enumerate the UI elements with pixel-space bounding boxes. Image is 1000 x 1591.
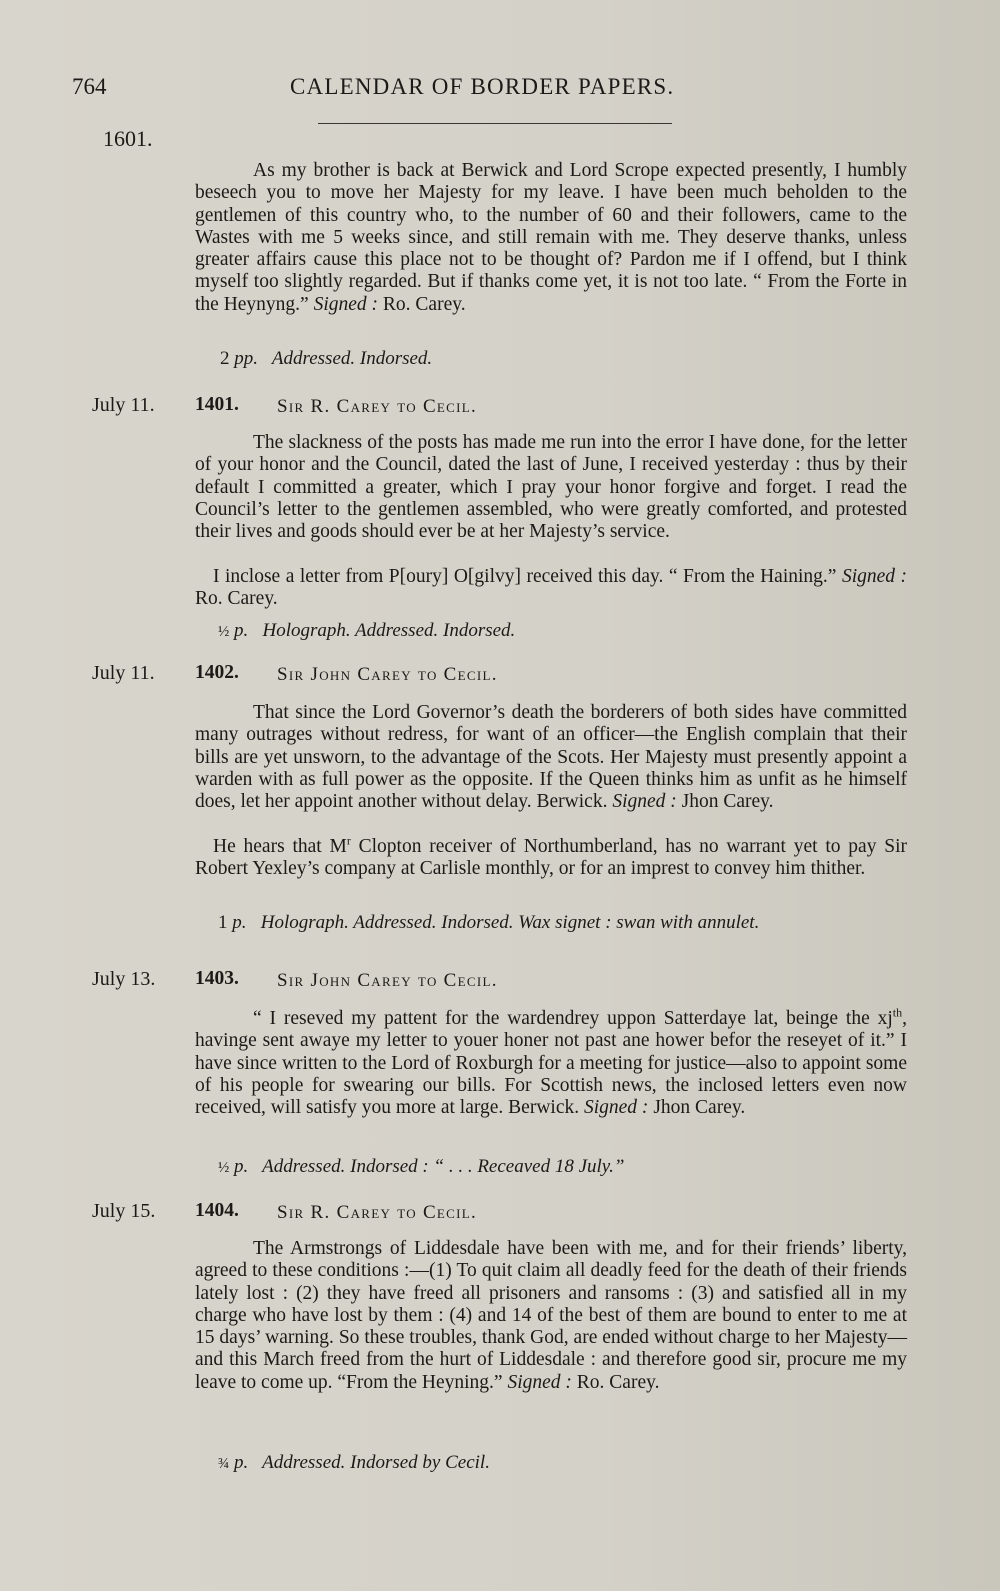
entry-number: 1404. xyxy=(195,1200,239,1221)
entry-title: Sir John Carey to Cecil. xyxy=(277,970,498,991)
signed-name: Jhon Carey. xyxy=(653,1097,746,1119)
note-pages: ½ xyxy=(218,624,230,640)
paragraph-text: That since the Lord Governor’s death the borderers of both sides have committed many outrages without redress, for want of an officer—the English complain that their bills are yet unsworn, to the advantage of the Scots. Her Majesty must presently appoint a warden with as full power as the opposite. If the Queen thinks him as unfit as he himself does, let her appoint another without delay. Berwick. xyxy=(195,702,907,813)
note-rest: Addressed. Indorsed : “ . . . Receaved 18 July.” xyxy=(262,1156,625,1177)
note-pages: 1 xyxy=(218,912,228,933)
entry-title: Sir John Carey to Cecil. xyxy=(277,664,498,685)
header-rule xyxy=(318,123,672,124)
entry-paragraph xyxy=(195,702,907,813)
entry-paragraph xyxy=(195,1238,907,1394)
running-title: CALENDAR OF BORDER PAPERS. xyxy=(290,74,675,99)
entry-date: July 13. xyxy=(92,968,156,990)
note-unit: p. xyxy=(234,1452,249,1473)
signed-name: Ro. Carey. xyxy=(195,588,278,610)
signed-name: Ro. Carey. xyxy=(576,1371,660,1393)
entry-note xyxy=(218,620,515,642)
signed-label: Signed : xyxy=(612,791,677,813)
entry-number: 1401. xyxy=(195,394,239,415)
entry-paragraph: The slackness of the posts has made me run into the error I have done, for the letter of your honor and the Council, dated the last of June, I received yesterday : thus by their default I committed a greater, which I pray your honor forgive and forget. I read the Council’s letter to the gentlemen assembled, who were greatly comforted, and protested their lives and goods should ever be at her Majesty’s service. xyxy=(195,432,907,543)
signed-label: Signed : xyxy=(841,566,908,587)
entry-note xyxy=(218,912,908,934)
year-heading: 1601. xyxy=(103,126,153,151)
paragraph-text: “ I reseved my pattent for the wardendrey uppon Satterdaye lat, beinge the $xj^{th}$, havinge sent awaye my letter to youer honer not past ane hower befor the reseyet of it.” I have since written to the Lord of Roxburgh for a meeting for justice—also to appoint some of his people for swearing our bills. For Scottish news, the inclosed letters even now received, will satisfy you more at large. Berwick. xyxy=(195,1005,907,1119)
continuation-paragraph xyxy=(195,160,907,316)
note-unit: p. xyxy=(232,912,247,933)
entry-note xyxy=(218,1156,625,1178)
note-pages: ¾ xyxy=(218,1456,230,1472)
entry-date: July 11. xyxy=(92,662,155,684)
entry-date: July 15. xyxy=(92,1200,156,1222)
entry-paragraph xyxy=(195,1005,907,1119)
note-pages: 2 xyxy=(220,348,230,369)
note-rest: Holograph. Addressed. Indorsed. xyxy=(262,620,516,641)
entry-paragraph xyxy=(195,566,907,611)
entry-note xyxy=(218,1452,490,1474)
page-header xyxy=(0,74,1000,114)
entry-number: 1403. xyxy=(195,968,239,989)
signed-name: Jhon Carey. xyxy=(681,791,774,813)
paragraph-text: The Armstrongs of Liddesdale have been with me, and for their friends’ liberty, agreed to these conditions :—(1) To quit claim all deadly feed for the death of their friends lately lost : (2) they have freed all prisoners and ransoms : (3) and satisfied all in my charge who have lost by them : (4) and 14 of the best of them are bound to enter to me at 15 days’ warning. So these troubles, thank God, are ended without charge to her Majesty—and this March freed from the hurt of Liddesdale : and therefore good sir, procure me my leave to come up. “From the Heyning.” xyxy=(195,1238,907,1393)
entry-title: Sir R. Carey to Cecil. xyxy=(277,396,478,417)
signed-label: Signed : xyxy=(313,293,379,315)
continuation-note xyxy=(220,348,432,370)
entry-number: 1402. xyxy=(195,662,239,683)
paragraph-text: I inclose a letter from P[oury] O[gilvy] received this day. “ From the Haining.” xyxy=(213,566,837,587)
note-unit: p. xyxy=(234,1156,249,1177)
entry-paragraph: He hears that $M^r$ Clopton receiver of Northumberland, has no warrant yet to pay Sir Robert Yexley’s company at Carlisle monthly, or for an imprest to convey him thither. xyxy=(195,833,907,880)
note-rest: Addressed. Indorsed by Cecil. xyxy=(262,1452,490,1473)
note-rest: Holograph. Addressed. Indorsed. Wax signet : swan with annulet. xyxy=(260,912,760,933)
continuation-text: As my brother is back at Berwick and Lord Scrope expected presently, I humbly beseech you to move her Majesty for my leave. I have been much beholden to the gentlemen of this country who, to the number of 60 and their followers, came to the Wastes with me 5 weeks since, and still remain with me. They deserve thanks, unless greater affairs cause this place not to be thought of? Pardon me if I offend, but I think myself too slightly regarded. But if thanks come yet, it is not too late. “ From the Forte in the Heynyng.” xyxy=(195,160,907,315)
note-unit: pp. xyxy=(234,348,258,369)
signed-label: Signed : xyxy=(507,1371,572,1393)
note-unit: p. xyxy=(234,620,249,641)
signed-label: Signed : xyxy=(583,1097,649,1119)
entry-title: Sir R. Carey to Cecil. xyxy=(277,1202,478,1223)
page-number: 764 xyxy=(72,74,107,99)
signed-name: Ro. Carey. xyxy=(382,293,466,315)
note-rest: Addressed. Indorsed. xyxy=(271,348,433,369)
note-pages: ½ xyxy=(218,1160,230,1176)
entry-date: July 11. xyxy=(92,394,155,416)
